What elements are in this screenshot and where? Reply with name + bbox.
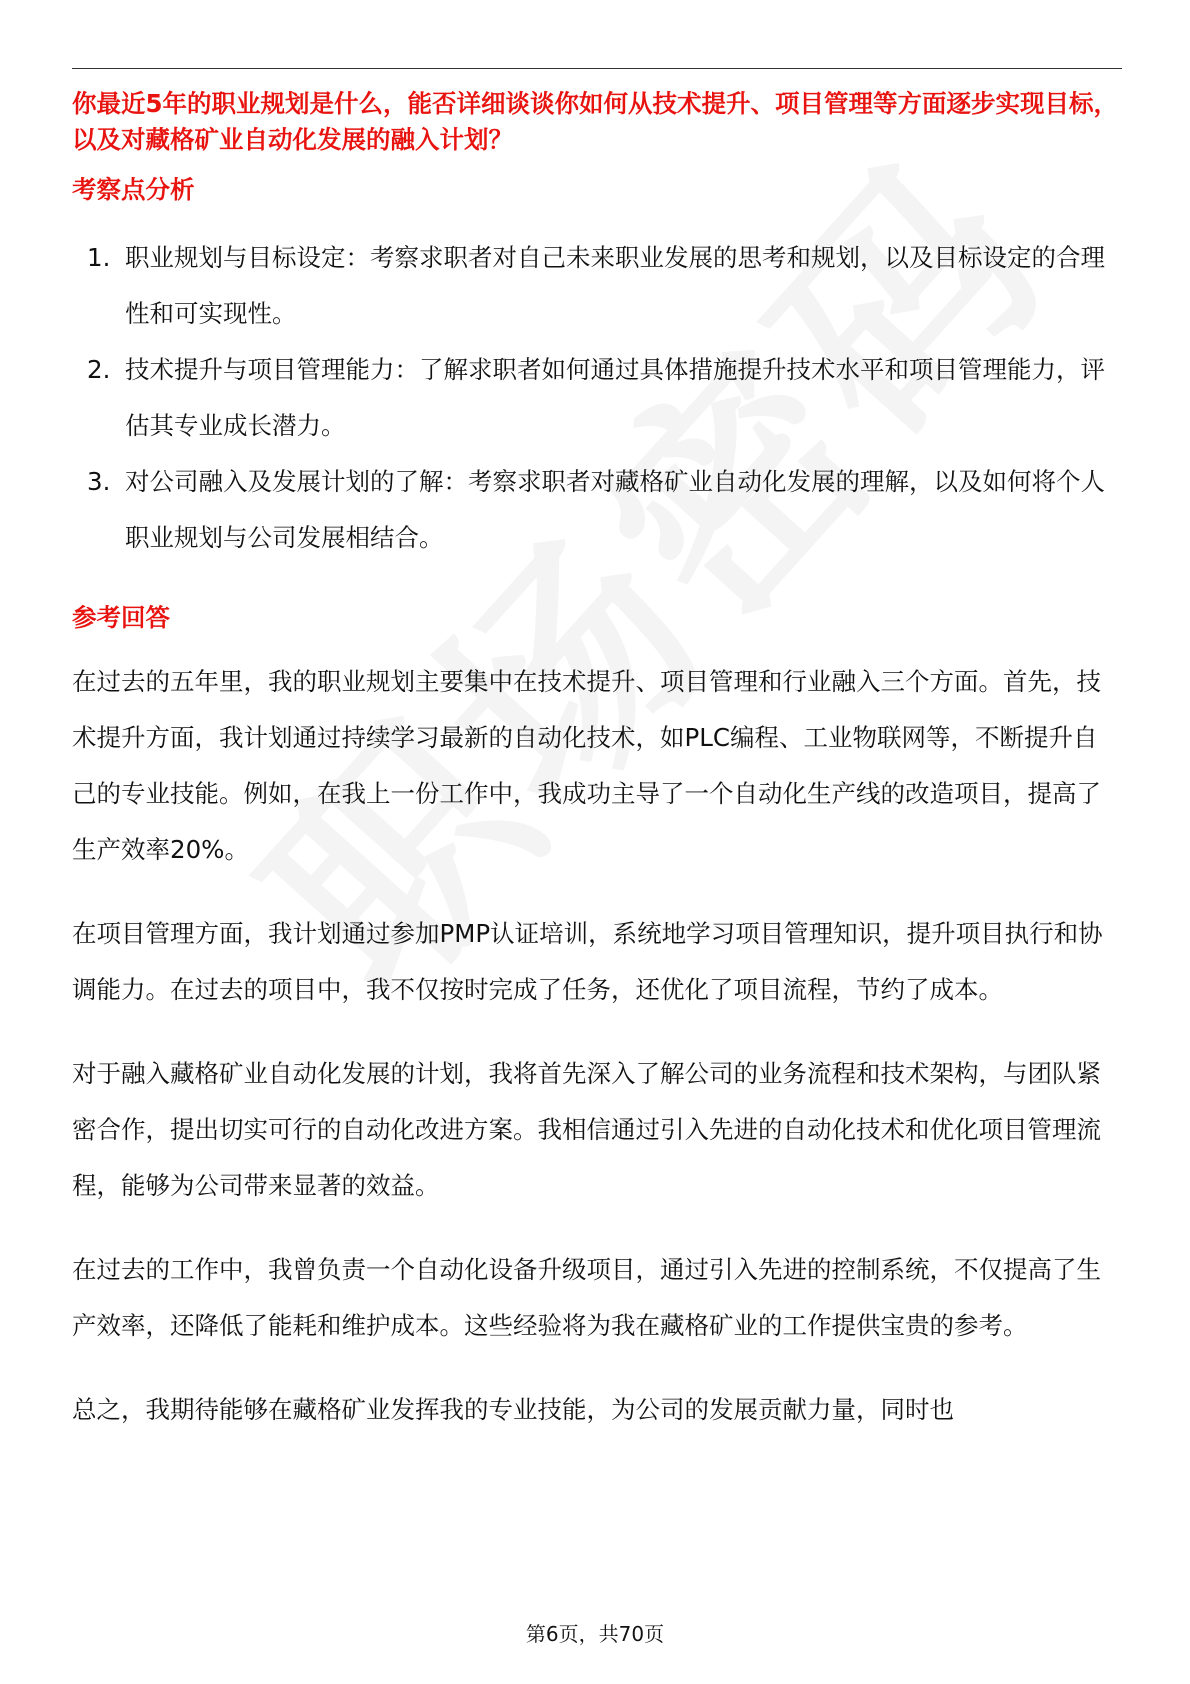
header-rule — [72, 68, 1122, 69]
point-text: 职业规划与目标设定：考察求职者对自己未来职业发展的思考和规划，以及目标设定的合理性和可实现性。 — [125, 243, 1105, 328]
answer-paragraph: 在过去的工作中，我曾负责一个自动化设备升级项目，通过引入先进的控制系统，不仅提高了生产效率，还降低了能耗和维护成本。这些经验将为我在藏格矿业的工作提供宝贵的参考。 — [72, 1255, 1101, 1340]
analysis-point — [72, 454, 1122, 566]
question-heading: 你最近5年的职业规划是什么，能否详细谈谈你如何从技术提升、项目管理等方面逐步实现目标，以及对藏格矿业自动化发展的融入计划？ — [72, 89, 1119, 154]
point-text: 对公司融入及发展计划的了解：考察求职者对藏格矿业自动化发展的理解，以及如何将个人职业规划与公司发展相结合。 — [125, 467, 1105, 552]
page-footer: 第6页，共70页 — [525, 1622, 665, 1646]
page-content — [72, 86, 1122, 1438]
analysis-points — [72, 230, 1122, 566]
answer-title: 参考回答 — [72, 603, 170, 632]
answer-paragraph: 在过去的五年里，我的职业规划主要集中在技术提升、项目管理和行业融入三个方面。首先，技术提升方面，我计划通过持续学习最新的自动化技术，如PLC编程、工业物联网等，不断提升自己的专业技能。例如，在我上一份工作中，我成功主导了一个自动化生产线的改造项目，提高了生产效率20%。 — [72, 667, 1101, 864]
answer-paragraph: 对于融入藏格矿业自动化发展的计划，我将首先深入了解公司的业务流程和技术架构，与团队紧密合作，提出切实可行的自动化改进方案。我相信通过引入先进的自动化技术和优化项目管理流程，能够为公司带来显著的效益。 — [72, 1059, 1101, 1200]
analysis-point — [72, 342, 1122, 454]
analysis-point — [72, 230, 1122, 342]
answer-paragraph: 总之，我期待能够在藏格矿业发挥我的专业技能，为公司的发展贡献力量，同时也 — [72, 1395, 954, 1424]
point-number: 1. — [87, 243, 111, 272]
point-number: 3. — [87, 467, 111, 496]
answer-paragraph: 在项目管理方面，我计划通过参加PMP认证培训，系统地学习项目管理知识，提升项目执行和协调能力。在过去的项目中，我不仅按时完成了任务，还优化了项目流程，节约了成本。 — [72, 919, 1103, 1004]
point-text: 技术提升与项目管理能力：了解求职者如何通过具体措施提升技术水平和项目管理能力，评估其专业成长潜力。 — [125, 355, 1105, 440]
point-number: 2. — [87, 355, 111, 384]
analysis-title: 考察点分析 — [72, 175, 195, 204]
